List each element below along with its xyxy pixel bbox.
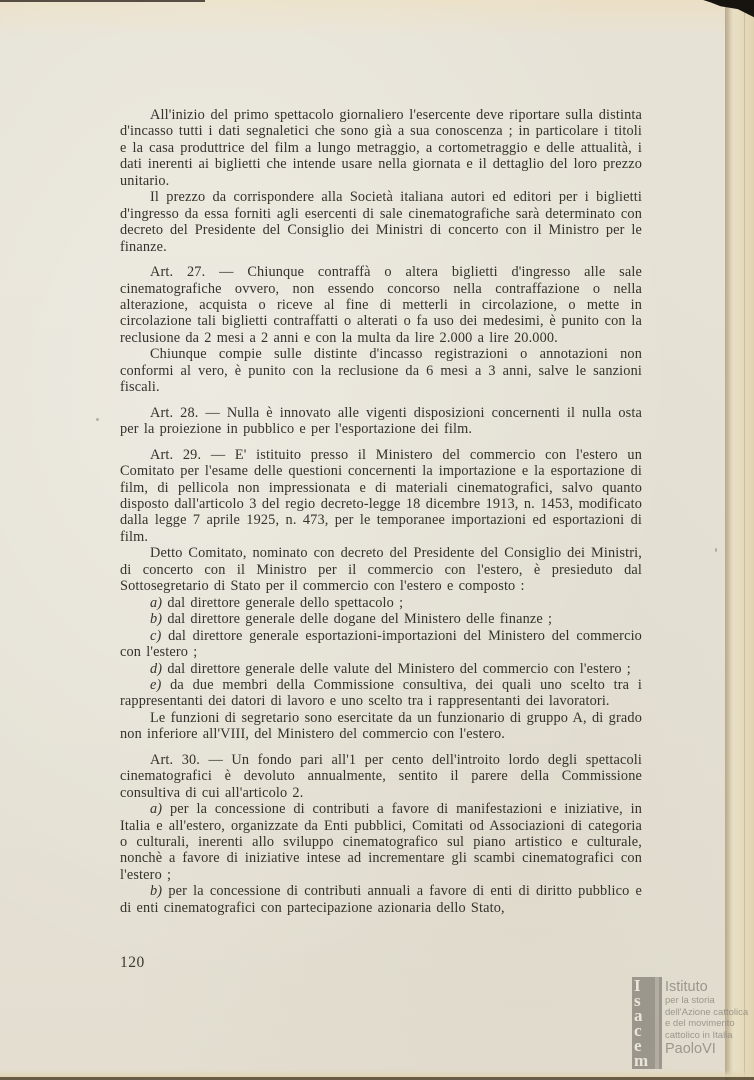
list-item-paragraph: b) per la concessione di contributi annuali a favore di enti di diritto pubblico e di enti cinematografici con partecipazione azionaria dello Stato,	[120, 883, 642, 916]
dust-speck	[715, 548, 717, 552]
item-letter: d)	[150, 660, 163, 677]
isacem-letter: I	[634, 976, 641, 995]
page-edge-streak	[744, 0, 745, 1080]
isacem-text-line: dell'Azione cattolica	[665, 1006, 749, 1018]
list-item-paragraph: a) dal direttore generale dello spettacolo ;	[150, 594, 404, 611]
bottom-page-edge	[0, 1070, 754, 1077]
isacem-text-column	[665, 977, 748, 1069]
isacem-text-line: Istituto	[665, 979, 708, 995]
isacem-letter: c	[634, 1021, 642, 1040]
isacem-watermark-logo	[632, 977, 748, 1069]
list-item-paragraph: b) dal direttore generale delle dogane del Ministero delle finanze ;	[150, 611, 553, 628]
isacem-text-line: PaoloVI	[665, 1041, 716, 1057]
isacem-letter: e	[634, 1036, 642, 1055]
paragraph: Chiunque compie sulle distinte d'incasso registrazioni o annotazioni non conformi al vero, è punito con la reclusione da 6 mesi a 3 anni, salve le sanzioni fiscali.	[120, 346, 642, 396]
isacem-letter: m	[634, 1051, 649, 1070]
item-letter: b)	[150, 883, 163, 900]
dust-speck	[96, 418, 99, 421]
item-letter: e)	[150, 676, 162, 693]
item-letter: b)	[150, 611, 163, 628]
paragraph: Le funzioni di segretario sono esercitate da un funzionario di gruppo A, di grado non inferiore all'VIII, del Ministero del commercio con l'estero.	[120, 709, 642, 743]
isacem-text-line: e del movimento	[665, 1018, 735, 1029]
item-letter: c)	[150, 627, 162, 644]
book-fore-edge	[725, 0, 754, 1080]
isacem-text-line: cattolico in Italia	[665, 1029, 733, 1041]
list-item-paragraph: d) dal direttore generale delle valute del Ministero del commercio con l'estero ;	[150, 660, 631, 677]
text-block	[120, 107, 642, 916]
paragraph: Il prezzo da corrispondere alla Società italiana autori ed editori per i biglietti d'ingresso da essa forniti agli esercenti di sale cinematografiche sarà determinato con decreto del Presidente del Consiglio dei Ministri di concerto con il Ministro per le finanze.	[120, 189, 642, 255]
paragraph: Detto Comitato, nominato con decreto del Presidente del Consiglio dei Ministri, di concerto con il Ministro per il commercio con l'estero, è presieduto dal Sottosegretario di Stato per il commercio con l'estero e composto :	[120, 545, 642, 595]
item-letter: a)	[150, 594, 163, 611]
item-letter: a)	[150, 801, 163, 818]
list-item-paragraph: c) dal direttore generale esportazioni-importazioni del Ministero del commercio con l'estero ;	[120, 627, 642, 661]
list-item-paragraph: a) per la concessione di contributi a favore di manifestazioni e iniziative, in Italia e all'estero, organizzate da Enti pubblici, Comitati od Associazioni di categoria o culturali, inerenti allo sviluppo cinematografico sul piano artistico e culturale, nonchè a favore di iniziative intese ad incrementare gli scambi cinematografici con l'estero ;	[120, 801, 642, 883]
paragraph: All'inizio del primo spettacolo giornaliero l'esercente deve riportare sulla distinta d'incasso tutti i dati segnaletici che sono già a sua conoscenza ; in particolare i titoli e la casa produttrice del film a lungo metraggio, a cortometraggio e delle attualità, i dati inerenti ai biglietti che intende usare nella giornata e il dettaglio del loro prezzo unitario.	[120, 107, 642, 189]
list-item-paragraph: e) da due membri della Commissione consultiva, dei quali uno scelto tra i rappresentanti dei datori di lavoro e uno scelto tra i rappresentanti dei lavoratori.	[120, 676, 642, 710]
top-edge-shadow	[0, 0, 205, 2]
isacem-letter: s	[634, 991, 641, 1010]
paragraph: Art. 30. — Un fondo pari all'1 per cento dell'introito lordo degli spettacoli cinematografici è devoluto annualmente, sentito il parere della Commissione consultiva di cui all'articolo 2.	[120, 751, 642, 801]
isacem-letters-block	[632, 977, 662, 1069]
paragraph: Art. 27. — Chiunque contraffà o altera biglietti d'ingresso alle sale cinematografiche ovvero, non essendo concorso nella contraffazione o nella alterazione, acquista o riceve al fine di metterli in circolazione, o mette in circolazione tali biglietti contraffatti o alterati o fa uso dei medesimi, è punito con la reclusione da 2 mesi a 2 anni e con la multa da lire 2.000 a lire 20.000.	[120, 264, 642, 346]
isacem-text-line: per la storia	[665, 995, 715, 1006]
logo-vertical-stripe	[655, 977, 659, 1069]
paragraph: Art. 28. — Nulla è innovato alle vigenti disposizioni concernenti il nulla osta per la proiezione in pubblico e per l'esportazione dei film.	[120, 404, 642, 438]
paragraph: Art. 29. — E' istituito presso il Ministero del commercio con l'estero un Comitato per l'esame delle questioni concernenti la importazione e la esportazione di film, di pellicola non impressionata e di materiali cinematografici, salvo quanto disposto dall'articolo 3 del regio decreto-legge 18 dicembre 1913, n. 1453, modificato dalla legge 7 aprile 1925, n. 473, per le temporanee importazioni ed esportazioni di film.	[120, 446, 642, 545]
page-number: 120	[120, 954, 145, 971]
isacem-letter: a	[634, 1006, 643, 1025]
